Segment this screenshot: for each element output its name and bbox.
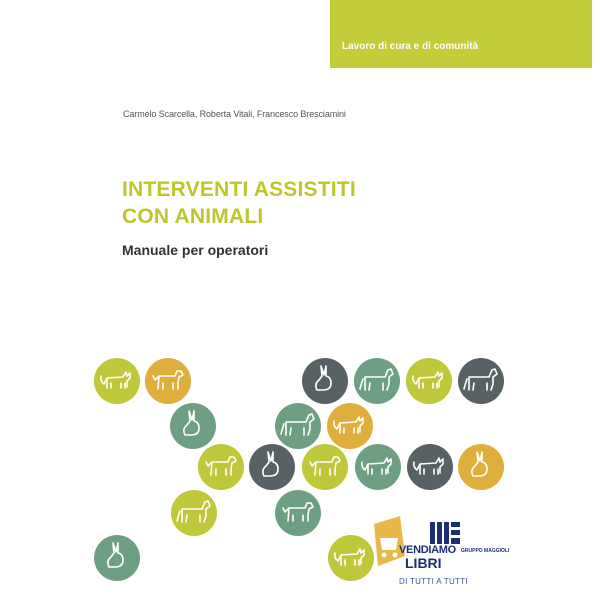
cart-body-icon	[380, 538, 398, 550]
circle-background	[171, 490, 217, 536]
circle-background	[458, 358, 504, 404]
book-subtitle: Manuale per operatori	[122, 242, 269, 258]
circle-background	[198, 444, 244, 490]
animal-circle-horse	[354, 358, 400, 404]
series-label: Lavoro di cura e di comunità	[342, 41, 479, 52]
animal-circle-rabbit	[170, 403, 216, 449]
circle-background	[94, 535, 140, 581]
circle-background	[275, 403, 321, 449]
animal-circle-cat	[407, 444, 453, 490]
animal-circle-horse	[275, 403, 321, 449]
circle-background	[354, 358, 400, 404]
animal-circle-horse	[171, 490, 217, 536]
circle-background	[302, 444, 348, 490]
cart-wheel-icon	[393, 553, 398, 558]
circle-background	[302, 358, 348, 404]
maggioli-logo-icon	[430, 522, 460, 544]
circle-background	[275, 490, 321, 536]
animal-circle-cat	[94, 358, 140, 404]
animal-circle-rabbit	[458, 444, 504, 490]
animal-circle-rabbit	[249, 444, 295, 490]
authors: Carmelo Scarcella, Roberta Vitali, Francesco Bresciamini	[123, 109, 346, 119]
animal-circle-dog	[302, 444, 348, 490]
animal-circle-cat	[328, 535, 374, 581]
publisher-logo-line1: VENDIAMO	[399, 544, 456, 556]
title-line-2: CON ANIMALI	[122, 205, 264, 228]
circle-background	[170, 403, 216, 449]
publisher-tagline: DI TUTTI A TUTTI	[399, 577, 468, 586]
animal-circle-dog	[275, 490, 321, 536]
circle-background	[249, 444, 295, 490]
circle-background	[145, 358, 191, 404]
animal-circle-horse	[458, 358, 504, 404]
animal-circle-rabbit	[94, 535, 140, 581]
animal-circle-cat	[327, 403, 373, 449]
maggioli-brand-text: GRUPPO MAGGIOLI	[461, 548, 510, 554]
circle-background	[458, 444, 504, 490]
animal-circle-dog	[145, 358, 191, 404]
cart-wheel-icon	[382, 553, 387, 558]
animal-circle-cat	[355, 444, 401, 490]
publisher-logo-line2: LIBRI	[405, 555, 442, 571]
animal-circle-rabbit	[302, 358, 348, 404]
animal-circle-dog	[198, 444, 244, 490]
animal-circle-cat	[406, 358, 452, 404]
title-line-1: INTERVENTI ASSISTITI	[122, 178, 356, 201]
